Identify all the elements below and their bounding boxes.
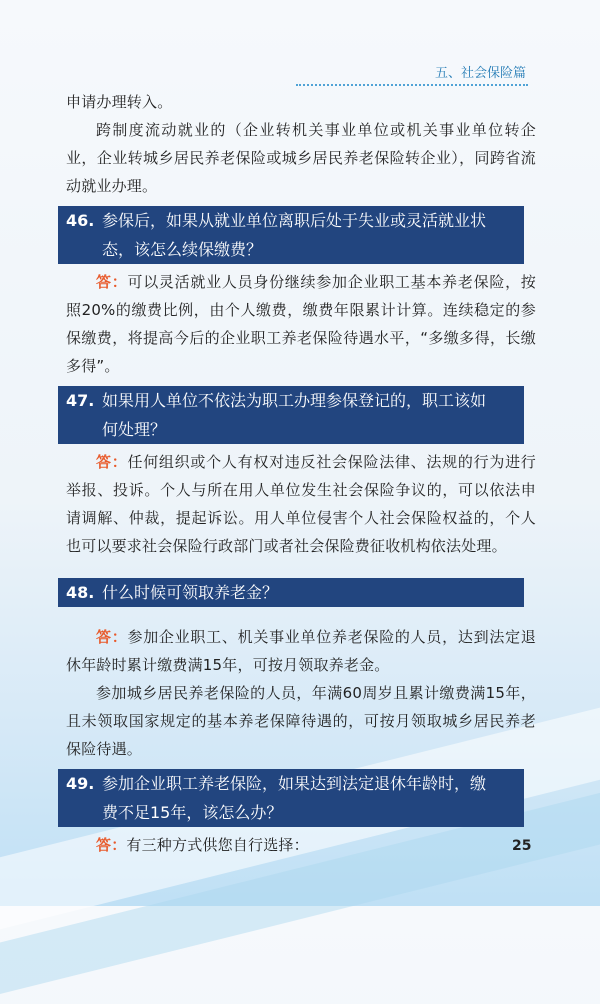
question-text-line2: 态，该怎么续保缴费？	[102, 240, 263, 259]
question-text-line2: 何处理？	[102, 420, 167, 439]
question-49-title	[58, 769, 524, 827]
question-46-title	[58, 206, 524, 264]
question-number: 47.	[66, 391, 95, 410]
intro-line: 申请办理转入。	[66, 93, 173, 111]
answer-label: 答：	[96, 628, 128, 646]
answer-label: 答：	[96, 836, 127, 854]
section-title: 五、社会保险篇	[434, 66, 526, 81]
section-header	[296, 58, 528, 86]
answer-46	[66, 268, 536, 380]
intro-paragraph: 跨制度流动就业的（企业转机关事业单位或机关事业单位转企业，企业转城乡居民养老保险或城乡居民养老保险转企业），同跨省流动就业办理。	[66, 121, 536, 195]
answer-label: 答：	[96, 273, 128, 291]
answer-48-extra: 参加城乡居民养老保险的人员，年满60周岁且累计缴费满15年，且未领取国家规定的基本养老保障待遇的，可按月领取城乡居民养老保险待遇。	[66, 684, 536, 758]
answer-49	[66, 831, 536, 859]
answer-47	[66, 448, 536, 560]
question-text-line1: 什么时候可领取养老金？	[102, 583, 279, 602]
page-content	[66, 88, 536, 859]
question-text-line1: 如果用人单位不依法为职工办理参保登记的，职工该如	[102, 391, 487, 410]
answer-text: 可以灵活就业人员身份继续参加企业职工基本养老保险，按照20%的缴费比例，由个人缴费，缴费年限累计计算。连续稳定的参保缴费，将提高今后的企业职工养老保险待遇水平，“多缴多得，长缴多得”。	[66, 273, 536, 375]
question-number: 46.	[66, 211, 95, 230]
question-text-line2: 费不足15年，该怎么办？	[102, 803, 283, 822]
question-48-title	[58, 578, 524, 607]
answer-label: 答：	[96, 453, 128, 471]
answer-text: 参加企业职工、机关事业单位养老保险的人员，达到法定退休年龄时累计缴费满15年，可按月领取养老金。	[66, 628, 536, 674]
question-number: 48.	[66, 583, 95, 602]
page-number: 25	[512, 838, 532, 854]
answer-text: 有三种方式供您自行选择：	[126, 836, 309, 854]
question-47-title	[58, 386, 524, 444]
question-text-line1: 参加企业职工养老保险，如果达到法定退休年龄时，缴	[102, 774, 487, 793]
answer-48	[66, 623, 536, 679]
question-text-line1: 参保后，如果从就业单位离职后处于失业或灵活就业状	[102, 211, 487, 230]
question-number: 49.	[66, 774, 95, 793]
answer-text: 任何组织或个人有权对违反社会保险法律、法规的行为进行举报、投诉。个人与所在用人单位发生社会保险争议的，可以依法申请调解、仲裁，提起诉讼。用人单位侵害个人社会保险权益的，个人也可以要求社会保险行政部门或者社会保险费征收机构依法处理。	[66, 453, 536, 555]
